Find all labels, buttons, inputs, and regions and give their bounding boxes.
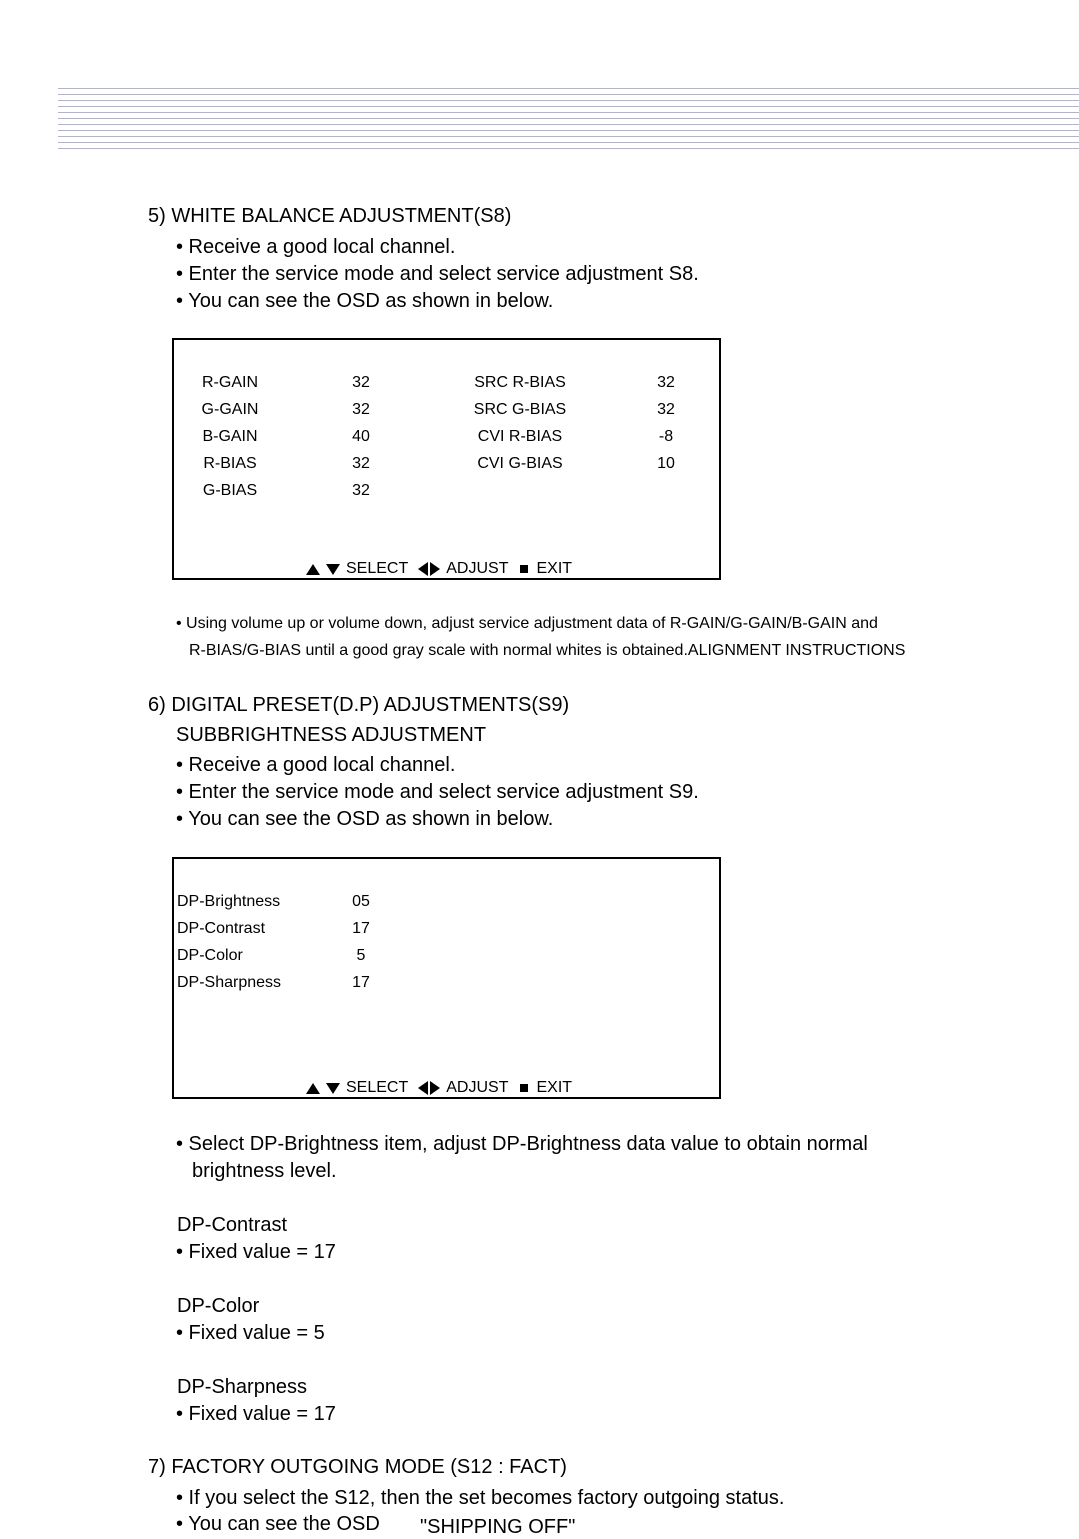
- osd-value: 40: [352, 428, 370, 445]
- fixed-item-name: DP-Sharpness: [177, 1376, 308, 1398]
- osd-value: 5: [356, 947, 366, 964]
- osd-nav-hint: [306, 1079, 572, 1097]
- osd-label: SRC G-BIAS: [473, 401, 567, 418]
- osd-value: 17: [352, 920, 370, 937]
- section5-bullet: • Receive a good local channel.: [176, 236, 456, 258]
- down-arrow-icon: [326, 1083, 340, 1094]
- osd-value: 05: [352, 893, 370, 910]
- osd-value: 32: [352, 374, 370, 391]
- osd-value: 17: [352, 974, 370, 991]
- osd-label: DP-Contrast: [177, 920, 266, 937]
- section6-bullet: • Receive a good local channel.: [176, 754, 456, 776]
- osd-label: DP-Sharpness: [177, 974, 282, 991]
- fixed-item-value: • Fixed value = 17: [176, 1403, 336, 1425]
- osd-label: CVI G-BIAS: [477, 455, 563, 472]
- osd-label: SRC R-BIAS: [474, 374, 566, 391]
- osd-value: 32: [352, 482, 370, 499]
- section7-heading: 7) FACTORY OUTGOING MODE (S12 : FACT): [148, 1456, 567, 1478]
- nav-exit-label: EXIT: [536, 560, 573, 577]
- section6-heading: 6) DIGITAL PRESET(D.P) ADJUSTMENTS(S9): [148, 694, 570, 716]
- osd-value: -8: [658, 428, 674, 445]
- osd-nav-hint: [306, 560, 572, 578]
- digital-preset-osd: [172, 857, 721, 1099]
- down-arrow-icon: [326, 564, 340, 575]
- section5-bullet: • Enter the service mode and select service adjustment S8.: [176, 263, 699, 285]
- left-arrow-icon: [418, 1081, 428, 1095]
- up-arrow-icon: [306, 1083, 320, 1094]
- up-arrow-icon: [306, 564, 320, 575]
- fixed-item-value: • Fixed value = 17: [176, 1241, 336, 1263]
- osd-label: DP-Color: [177, 947, 243, 964]
- right-arrow-icon: [430, 1081, 440, 1095]
- left-arrow-icon: [418, 562, 428, 576]
- section6-bullet: • You can see the OSD as shown in below.: [176, 808, 554, 830]
- osd-value: 10: [657, 455, 675, 472]
- osd-value: 32: [352, 455, 370, 472]
- osd-label: B-GAIN: [202, 428, 258, 445]
- fixed-item-name: DP-Color: [177, 1295, 260, 1317]
- osd-label: DP-Brightness: [177, 893, 281, 910]
- section5-bullet: • You can see the OSD as shown in below.: [176, 290, 554, 312]
- osd-label: G-BIAS: [202, 482, 258, 499]
- brightness-note-line2: brightness level.: [192, 1160, 337, 1182]
- right-arrow-icon: [430, 562, 440, 576]
- brightness-note-line1: • Select DP-Brightness item, adjust DP-Brightness data value to obtain normal: [176, 1133, 868, 1155]
- header-rule-lines: [58, 88, 1079, 150]
- section5-heading: 5) WHITE BALANCE ADJUSTMENT(S8): [148, 205, 512, 227]
- fixed-item-value: • Fixed value = 5: [176, 1322, 325, 1344]
- white-balance-osd: [172, 338, 721, 580]
- section6-bullet: • Enter the service mode and select service adjustment S9.: [176, 781, 699, 803]
- stop-square-icon: [520, 1084, 528, 1092]
- nav-select-label: SELECT: [346, 560, 409, 577]
- nav-select-label: SELECT: [346, 1079, 409, 1096]
- stop-square-icon: [520, 565, 528, 573]
- section5-note-line2: R-BIAS/G-BIAS until a good gray scale with normal whites is obtained.ALIGNMENT INSTRUCTIONS: [189, 642, 906, 659]
- section7-bullet: • You can see the OSD: [176, 1513, 380, 1535]
- osd-label: CVI R-BIAS: [477, 428, 563, 445]
- osd-label: R-BIAS: [203, 455, 257, 472]
- osd-label: G-GAIN: [201, 401, 259, 418]
- nav-exit-label: EXIT: [536, 1079, 573, 1096]
- nav-adjust-label: ADJUST: [446, 560, 509, 577]
- shipping-off-osd-text: "SHIPPING OFF": [420, 1516, 576, 1538]
- section6-subheading: SUBBRIGHTNESS ADJUSTMENT: [176, 724, 487, 746]
- fixed-item-name: DP-Contrast: [177, 1214, 288, 1236]
- osd-label: R-GAIN: [202, 374, 258, 391]
- osd-value: 32: [657, 374, 675, 391]
- nav-adjust-label: ADJUST: [446, 1079, 509, 1096]
- osd-value: 32: [657, 401, 675, 418]
- section5-note-line1: • Using volume up or volume down, adjust service adjustment data of R-GAIN/G-GAIN/B-GAIN and: [176, 615, 878, 632]
- osd-value: 32: [352, 401, 370, 418]
- section7-bullet: • If you select the S12, then the set becomes factory outgoing status.: [176, 1487, 785, 1509]
